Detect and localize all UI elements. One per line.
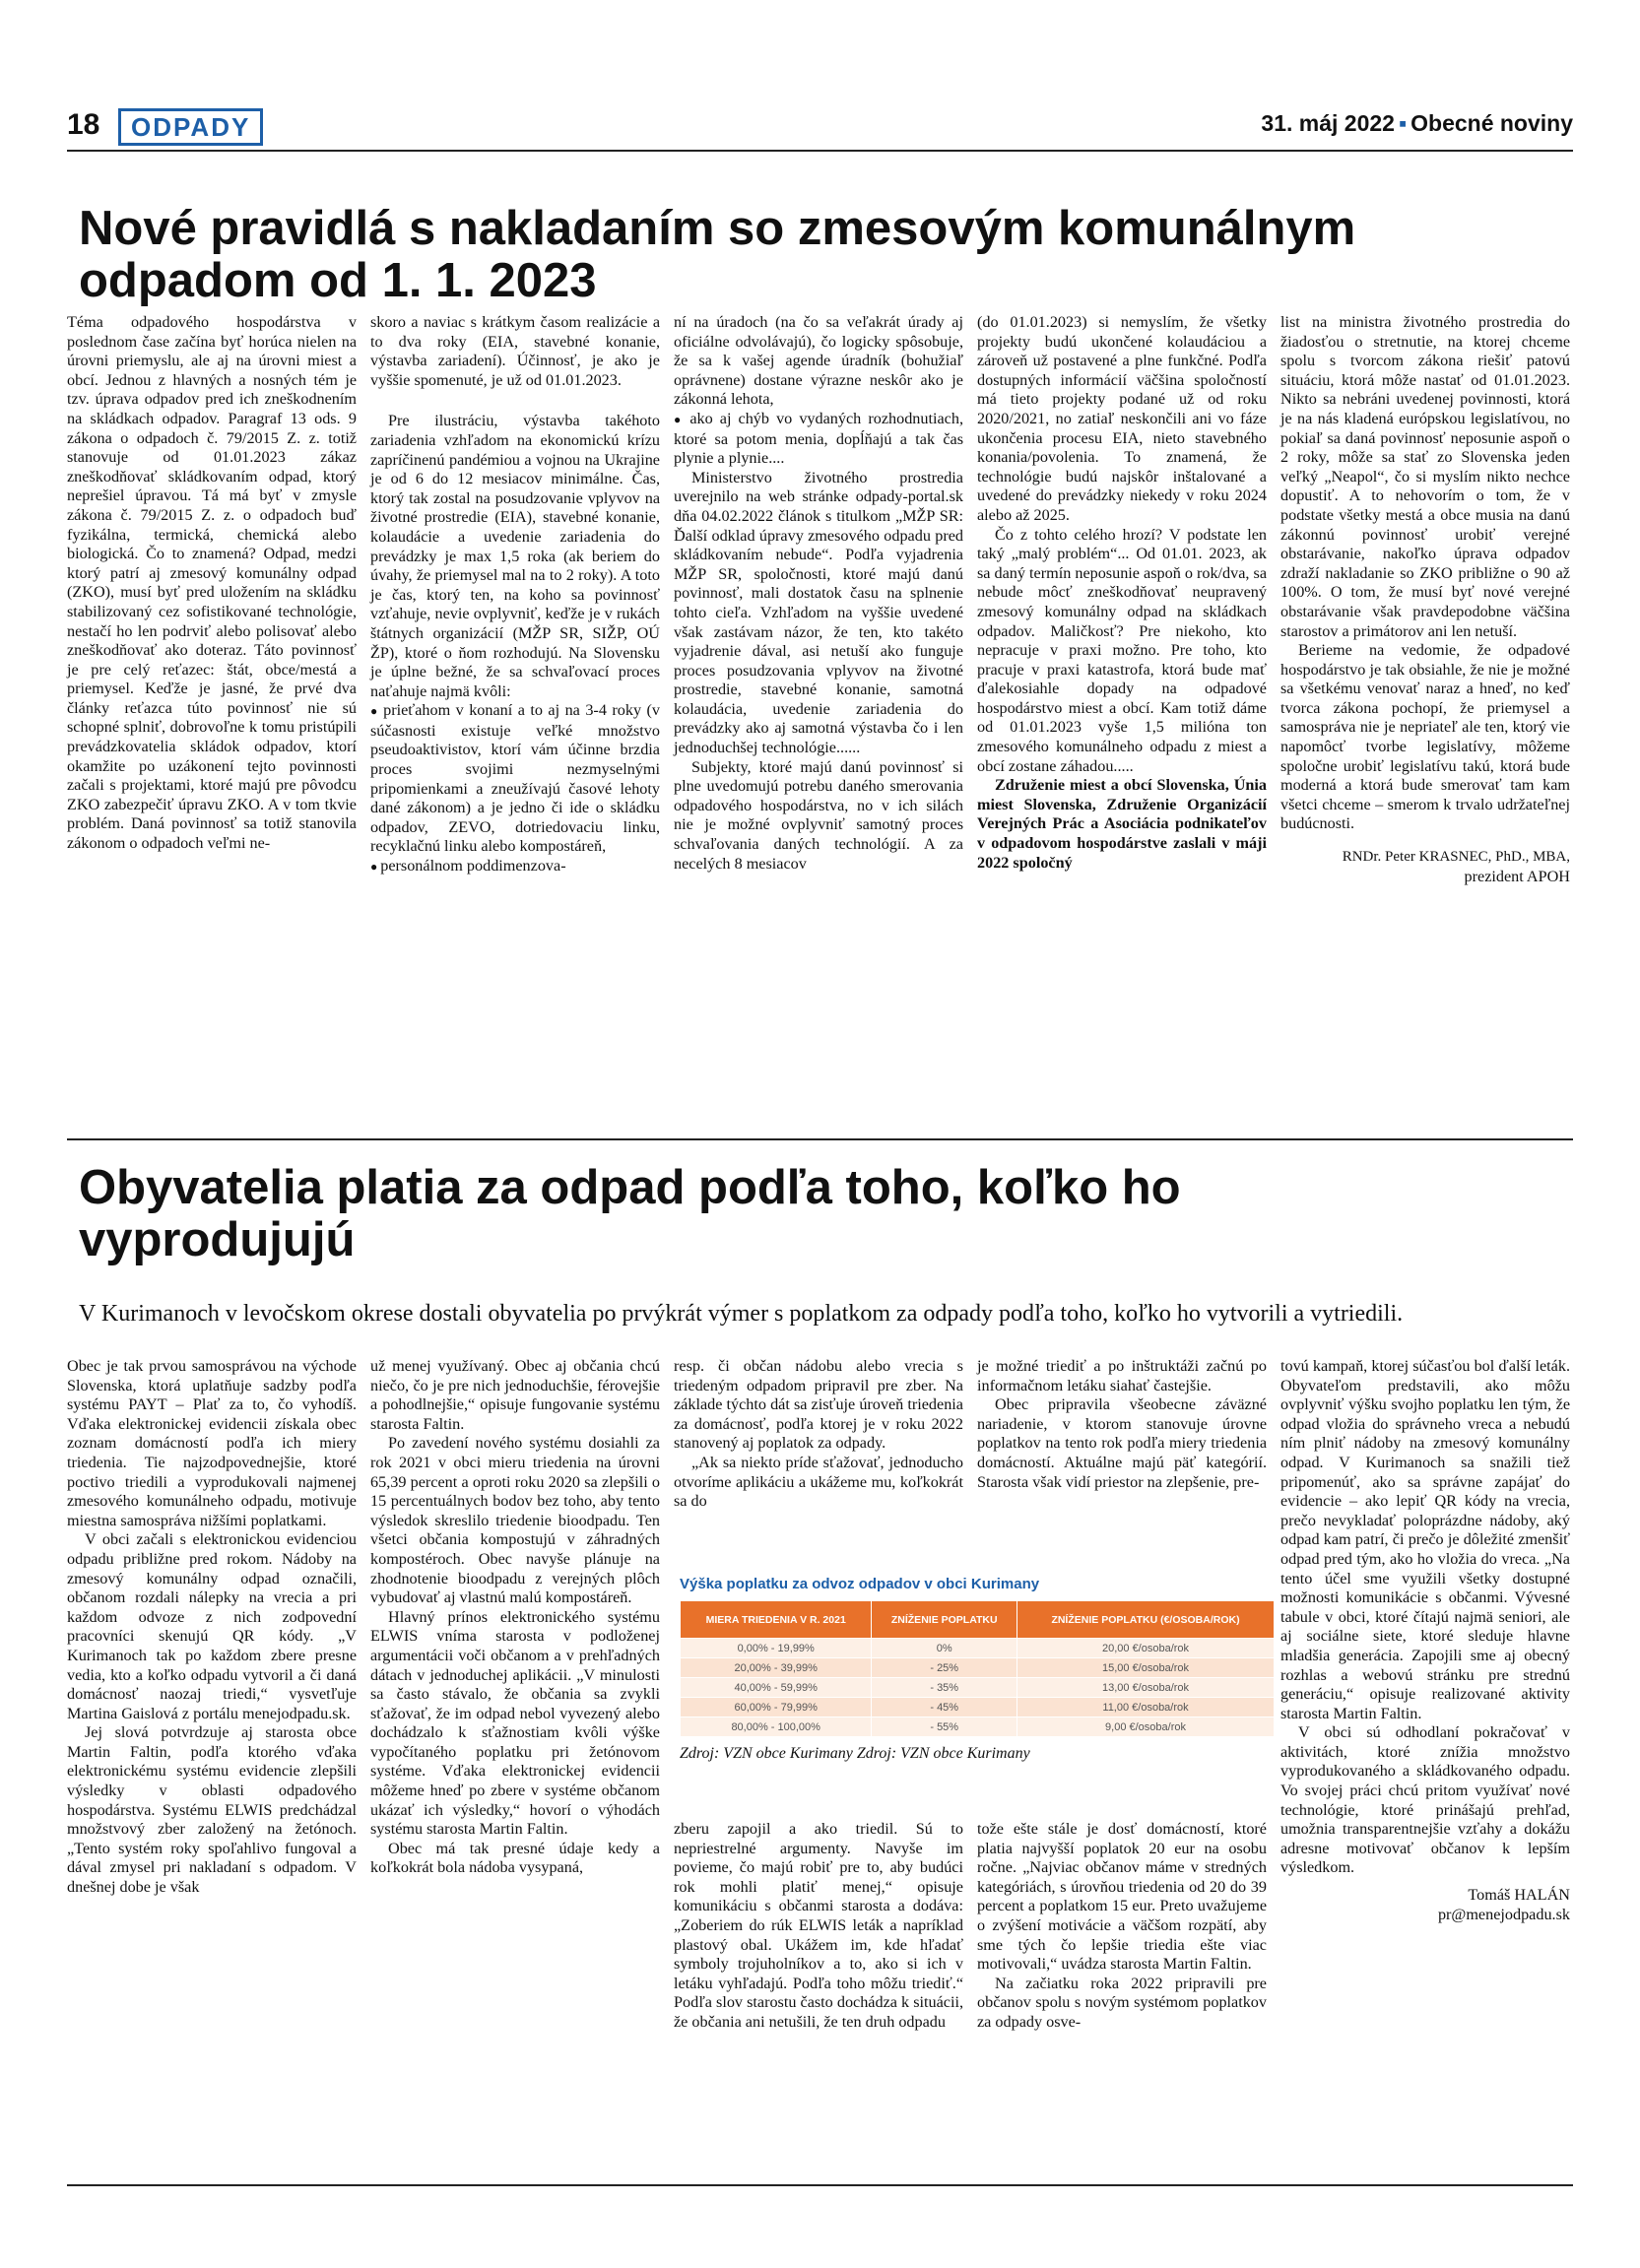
- table-row: [681, 1639, 1275, 1658]
- author-email: pr@menejodpadu.sk: [1437, 1905, 1570, 1923]
- table-cell: - 55%: [872, 1717, 1017, 1737]
- table-cell: 60,00% - 79,99%: [681, 1698, 872, 1717]
- article-1-col-2: [370, 313, 660, 1121]
- article-1-col-5: [1280, 313, 1570, 1121]
- article-2-title-line-1: Obyvatelia platia za odpad podľa toho, koľko ho: [79, 1161, 1181, 1214]
- article-1-title: [79, 203, 1561, 307]
- paragraph: list na ministra životného prostredia do žiadosťou o stretnutie, na ktorej chceme spolu s tvorcom zákona riešiť patovú situáciu, ktorá môže nastať od 01.01.2023. Nikto sa nebráni uvedenej povinnosti, ktorá je na nás kladená európskou legislatívou, no pokiaľ sa daná povinnosť neposunie aspoň o 2 roky, môže sa stať zo Slovenska jeden veľký „Neapol“, čo si myslím nikto nechce dopustiť. A to nehovorím o tom, že v podstate všetky mestá a obce musia na danú zákonnú povinnosť urobiť verejné obstarávanie, nakoľko úprava odpadov zdraží nakladanie so ZKO približne o 90 až 100%. O tom, že musí byť nové verejné obstarávanie však pravdepodobne väčšina starostov a primátorov ani len netuší.: [1280, 313, 1570, 640]
- paragraph: tovú kampaň, ktorej súčasťou bol ďalší leták. Obyvateľom predstavili, ako môžu ovplyvniť výšku svojho poplatku len tým, že odpad vložia do správneho vreca a nebudú ním plniť nádoby na zmesový komunálny odpad. V Kurimanoch sa snažili tiež pripomenúť, ako sa správne zapájať do evidencie – ako lepiť QR kódy na vrecia, prečo nevykladať poloprázdne nádoby, aký odpad kam patrí, či prečo je dôležité zmenšiť odpad pred tým, ako ho vložia do vreca. „Na tento účel sme využili všetky dostupné možnosti komunikácie s občanmi. Vývesné tabule v obci, ktoré čítajú najmä seniori, ale aj sociálne siete, ktoré sleduje hlavne mladšia generácia. Zapojili sme aj obecný rozhlas a webovú stránku pre strednú generáciu,“ opisuje realizované aktivity starosta Martin Faltin.: [1280, 1357, 1570, 1722]
- article-2-body-bottom: [67, 1820, 1573, 2174]
- paragraph: tože ešte stále je dosť domácností, ktoré platia najvyšší poplatok 20 eur na osobu ročne. „Najviac občanov máme v stredných kategóriách, s úrovňou triedenia od 20 do 39 percent a poplatkom 15 eur. Preto uvažujeme o zvýšení motivácie a väčšom rozpätí, aby sme tých čo lepšie triedia ešte viac motivovali,“ uvádza starosta Martin Faltin.: [977, 1820, 1267, 1974]
- article-1-body: [67, 313, 1573, 1121]
- paragraph: Združenie miest a obcí Slovenska, Únia miest Slovenska, Združenie Organizácií Verejných Prác a Asociácia podnikateľov v odpadovom hospodárstve zaslali v máji 2022 spoločný: [977, 776, 1267, 872]
- separator-dot: ▪: [1398, 110, 1408, 136]
- table-cell: 40,00% - 59,99%: [681, 1678, 872, 1698]
- paragraph: Subjekty, ktoré majú danú povinnosť si plne uvedomujú potrebu daného smerovania odpadového hospodárstva, no v ich silách nie je možné ovplyvniť samotný proces schvaľovania daných technológií. A za necelých 8 mesiacov: [674, 757, 963, 873]
- paragraph: Obec je tak prvou samosprávou na východe Slovenska, ktorá uplatňuje sadzby podľa systému PAYT – Plať za to, čo vyhodíš. Vďaka elektronickej evidencii získala obec zoznam domácností podľa ich miery triedenia. Tie najzodpovednejšie, ktoré poctivo triedili a vyprodukovali najmenej zmesového komunálneho odpadu, motivuje miestna samospráva nižšími poplatkami.: [67, 1357, 357, 1529]
- paragraph: Čo z tohto celého hrozí? V podstate len taký „malý problém“... Od 01.01. 2023, ak sa daný termín neposunie aspoň o rok/dva, sa nebude môcť zneškodňovať neupravený zmesový komunálny odpad na skládkach odpadov. Maličkosť? Pre niekoho, kto nepracuje v praxi možno. Pre toho, kto pracuje v praxi katastrofa, ktorá bude mať ďalekosiahle dopady na odpadové hospodárstvo miest a obcí. Kam totiž dáme od 01.01.2023 vyše 1,5 milióna ton zmesového komunálneho odpadu z miest a obcí zostane záhadou.....: [977, 525, 1268, 775]
- article-divider: [67, 1138, 1573, 1140]
- table-row: [681, 1698, 1275, 1717]
- footer-rule: [67, 2184, 1573, 2186]
- article-2-col-3-bottom: [674, 1820, 963, 2174]
- paragraph: Téma odpadového hospodárstva v poslednom čase začína byť horúca nielen na úrovni priemyslu, ale aj na úrovni miest a obcí. Jednou z hlavných a nosných tém je tzv. úprava odpadov pred ich zneškodnením na skládkach odpadov. Paragraf 13 ods. 9 zákona o odpadoch č. 79/2015 Z. z. totiž stanovuje od 01.01.2023 zákaz zneškodňovať skládkovaním odpad, ktorý neprešiel úpravou. Tá má byť v zmysle zákona č. 79/2015 Z. z. o odpadoch buď fyzikálna, termická, chemická alebo biologická. Čo to znamená? Odpad, medzi ktorý patrí aj zmesový komunálny odpad (ZKO), musí byť pred uložením na skládku stabilizovaný cez sofistikované technológie, nestačí ho len podrviť alebo polisovať alebo zneškodňovať ako doteraz. Táto povinnosť je pre celý reťazec: štát, obce/mestá a priemysel. Keďže je jasné, že prvé dva články reťazca túto povinnosť nie sú schopné splniť, dobrovoľne k tomu pristúpili prevádzkovatelia skládok odpadov, ktorí okamžite po uzákonení tejto povinnosti začali s projektami, ktoré majú pre pôvodcu ZKO zabezpečiť úpravu ZKO. A v tom tkvie problém. Daná povinnosť sa totiž stanovila zákonom o odpadoch veľmi ne-: [67, 313, 357, 853]
- article-2-title-line-2: vyprodujujú: [79, 1213, 356, 1266]
- table-header-cell: ZNÍŽENIE POPLATKU: [872, 1601, 1017, 1639]
- author-signature-role: prezident APOH: [1464, 867, 1570, 885]
- article-1-title-line-2: odpadom od 1. 1. 2023: [79, 254, 597, 307]
- paragraph: Hlavný prínos elektronického systému ELWIS vníma starosta v podloženej argumentácii voči občanom a v prehľadných dátach v jednoduchej aplikácii. „V minulosti sa často stávalo, že občania sa zvykli sťažovať, že im odpad nebol vyvezený alebo dochádzalo k sťažnostiam kvôli výške vypočítaného poplatku pri žetónovom systéme. Vďaka elektronickej evidencii môžeme hneď po zbere v systéme občanom ukázať ich výsledky,“ hovorí o výhodách systému starosta Martin Faltin.: [370, 1607, 660, 1839]
- article-2-col-4-bottom: [977, 1820, 1267, 2174]
- issue-date: 31. máj 2022: [1261, 110, 1395, 136]
- paragraph: Jej slová potvrdzuje aj starosta obce Martin Faltin, podľa ktorého vďaka elektronickému systému evidencie zlepšili výsledky v oblasti odpadového hospodárstva. Systému ELWIS predchádzal množstvový zber založený na žetónoch. „Tento systém roky spoľahlivo fungoval a dával zmysel pri nakladaní s odpadom. V dnešnej dobe je však: [67, 1723, 357, 1897]
- fee-table: [680, 1600, 1275, 1737]
- issue-date-line: [1261, 110, 1573, 137]
- section-label: ODPADY: [118, 108, 263, 146]
- paragraph: Po zavedení nového systému dosiahli za rok 2021 v obci mieru triedenia na úrovni 65,39 percent a oproti roku 2020 sa zlepšili o 15 percentuálnych bodov bez toho, aby tento výsledok skreslilo triedenie bioodpadu. Ten všetci občania kompostujú v záhradných kompostéroch. Obec navyše plánuje na zhodnotenie bioodpadu z verejných plôch vybudovať aj vlastnú malú kompostáreň.: [370, 1434, 660, 1607]
- bullet-item: ● personálnom poddimenzova-: [370, 857, 660, 877]
- bullet-item: ● ako aj chýb vo vydaných rozhodnutiach, ktoré sa potom menia, dopĺňajú a tak čas plynie a plynie....: [674, 410, 963, 469]
- paragraph: Berieme na vedomie, že odpadové hospodárstvo je tak obsiahle, že nie je možné sa všetkému venovať naraz a hneď, no keď tvorca zákona pochopí, že priemysel a samospráva nie je nepriateľ ale ten, ktorý vie napomôcť tvorbe legislatívy, môžeme spoločne urobiť legislatívu takú, ktorá bude moderná a ktorá bude smerovať tam kam všetci chceme – smerom k trvalo udržateľnej budúcnosti.: [1280, 641, 1570, 833]
- table-cell: - 35%: [872, 1678, 1017, 1698]
- paragraph: V obci začali s elektronickou evidenciou odpadu približne pred rokom. Nádoby na zmesový komunálny odpad označili, občanom rozdali nálepky na vrecia a pri každom odvoze z nich zodpovední pracovníci skenujú QR kódy. „V Kurimanoch tak po každom zbere presne vedia, kto a koľko odpadu vytvoril a či daná domácnosť naozaj triedi,“ vysvetľuje Martina Gaislová z portálu menejodpadu.sk.: [67, 1530, 357, 1722]
- table-cell: 0%: [872, 1639, 1017, 1658]
- article-2-title: [79, 1162, 1561, 1266]
- paragraph: už menej využívaný. Obec aj občania chcú niečo, čo je pre nich jednoduchšie, férovejšie a pohodlnejšie,“ opisuje fungovanie systému starosta Faltin.: [370, 1357, 660, 1433]
- table-cell: - 25%: [872, 1658, 1017, 1678]
- paragraph: zberu zapojil a ako triedil. Sú to nepriestrelné argumenty. Navyše im povieme, čo majú robiť pre to, aby budúci rok mohli platiť menej,“ opisuje komunikáciu s občanmi starosta a dodáva: „Zoberiem do rúk ELWIS leták a napríklad plastový obal. Ukážem im, kde hľadať symboly trojuholníkov a to, ako si ich v letáku vyhľadajú. Podľa toho môžu triediť.“ Podľa slov starostu často dochádza k situácii, že občania ani netušili, že ten druh odpadu: [674, 1820, 963, 2031]
- table-cell: 20,00 €/osoba/rok: [1017, 1639, 1275, 1658]
- table-header-cell: MIERA TRIEDENIA V R. 2021: [681, 1601, 872, 1639]
- author-signature-name: RNDr. Peter KRASNEC, PhD., MBA,: [1342, 849, 1570, 866]
- table-cell: 9,00 €/osoba/rok: [1017, 1717, 1275, 1737]
- paragraph: (do 01.01.2023) si nemyslím, že všetky projekty budú ukončené kolaudáciou a zároveň už postavené a plne funkčné. Podľa dostupných informácií väčšina spoločností má tieto projekty podané už od roku 2020/2021, no zatiaľ neskončili ani vo fáze ukončenia procesu EIA, nieto stavebného konania/povolenia. To znamená, že technológie budú najskôr inštalované a uvedené do prevádzky niekedy v roku 2024 alebo až 2025.: [977, 313, 1267, 524]
- article-2-lead: V Kurimanoch v levočskom okrese dostali obyvatelia po prvýkrát výmer s poplatkom za odpady podľa toho, koľko ho vytvorili a vytriedili.: [79, 1301, 1404, 1327]
- article-1-col-1: [67, 313, 357, 1121]
- fee-table-source: Zdroj: VZN obce Kurimany Zdroj: VZN obce Kurimany: [680, 1745, 1030, 1762]
- paragraph: ní na úradoch (na čo sa veľakrát úrady aj oficiálne odvolávajú), čo logicky spôsobuje, že sa k vašej agende úradník (bohužiaľ oprávnene) dostane výrazne neskôr ako je zákonná lehota,: [674, 313, 963, 409]
- table-header-cell: ZNÍŽENIE POPLATKU (€/OSOBA/ROK): [1017, 1601, 1275, 1639]
- article-1-title-line-1: Nové pravidlá s nakladaním so zmesovým komunálnym: [79, 202, 1356, 255]
- table-cell: 13,00 €/osoba/rok: [1017, 1678, 1275, 1698]
- article-1-col-3: [674, 313, 963, 1121]
- paragraph: Obec pripravila všeobecne záväzné nariadenie, v ktorom stanovuje úrovne poplatkov na tento rok podľa miery triedenia domácností. Aktuálne majú päť kategórií. Starosta však vidí priestor na zlepšenie, pre-: [977, 1395, 1267, 1491]
- paragraph: Na začiatku roka 2022 pripravili pre občanov spolu s novým systémom poplatkov za odpady osve-: [977, 1974, 1267, 2031]
- paragraph: V obci sú odhodlaní pokračovať v aktivitách, ktoré znížia množstvo vyprodukovaného a skládkovaného odpadu. Vo svojej práci chcú pritom využívať nové technológie, ktoré prinášajú prehľad, umožnia transparentnejšie vzťahy a dokážu adresne motivovať občanov k lepším výsledkom.: [1280, 1723, 1570, 1877]
- table-cell: - 45%: [872, 1698, 1017, 1717]
- table-cell: 0,00% - 19,99%: [681, 1639, 872, 1658]
- table-cell: 15,00 €/osoba/rok: [1017, 1658, 1275, 1678]
- paragraph: je možné triediť a po inštruktáži začnú po informačnom letáku siahať častejšie.: [977, 1357, 1267, 1394]
- table-cell: 11,00 €/osoba/rok: [1017, 1698, 1275, 1717]
- paragraph: Ministerstvo životného prostredia uverejnilo na web stránke odpady-portal.sk dňa 04.02.2022 článok s titulkom „MŽP SR: Ďalší odklad úpravy zmesového odpadu pred skládkovaním nebude“. Podľa vyjadrenia MŽP SR, spoločnosti, ktoré majú danú povinnosť, mali dostatok času na splnenie tohto cieľa. Vzhľadom na vyššie uvedené však zastávam názor, že ten, kto takéto vyjadrenie dával, asi netuší ako funguje proces posudzovania vplyvov na životné prostredie, stavebné konanie, samotná kolaudácia, uvedenie zariadenia do prevádzky ako aj samotná výstavba čo i len jednoduchšej technológie......: [674, 468, 963, 757]
- publication-name: Obecné noviny: [1410, 110, 1573, 136]
- table-row: [681, 1678, 1275, 1698]
- author-signature-name: Tomáš HALÁN: [1468, 1886, 1570, 1905]
- page-number: 18: [67, 108, 100, 141]
- article-1-col-4: [977, 313, 1267, 1121]
- paragraph: skoro a naviac s krátkym časom realizácie a to dva roky (EIA, stavebné konanie, výstavba zariadení). Účinnosť, je ako je vyššie spomenuté, je už od 01.01.2023.: [370, 313, 660, 389]
- table-row: [681, 1717, 1275, 1737]
- table-header-row: [681, 1601, 1275, 1639]
- header-rule: [67, 150, 1573, 152]
- paragraph: „Ak sa niekto príde sťažovať, jednoducho otvoríme aplikáciu a ukážeme mu, koľkokrát sa do: [674, 1453, 963, 1511]
- paragraph: resp. či občan nádobu alebo vrecia s triedeným odpadom pripravil pre zber. Na základe týchto dát sa zisťuje úroveň triedenia za domácnosť, podľa ktorej je v roku 2022 stanovený aj poplatok za odpady.: [674, 1357, 963, 1453]
- paragraph: Pre ilustráciu, výstavba takéhoto zariadenia vzhľadom na ekonomickú krízu zapríčinenú pandémiou a vojnou na Ukrajine je od 6 do 12 mesiacov minimálne. Čas, ktorý tak zostal na posudzovanie vplyvov na životné prostredie (EIA), stavebné konanie, kolaudácie a uvedenie zariadenia do prevádzky je max 1,5 roka (ak beriem do úvahy, že priemysel mal na to 2 roky). A toto je čas, ktorý ten, na koho sa povinnosť vzťahuje, nevie ovplyvniť, keďže je v rukách štátnych organizácií (MŽP SR, SIŽP, OÚ ŽP), ktoré o ňom rozhodujú. Na Slovensku je úplne bežné, že sa schvaľovací proces naťahuje najmä kvôli:: [370, 412, 660, 700]
- table-cell: 80,00% - 100,00%: [681, 1717, 872, 1737]
- fee-table-box: [680, 1576, 1275, 1763]
- bullet-item: ● prieťahom v konaní a to aj na 3-4 roky (v súčasnosti existuje veľké množstvo pseudoaktivistov, ktorí vám účinne brzdia proces svojimi nezmyselnými pripomienkami a zneužívajú časové lehoty dané zákonom) a je jedno či ide o skládku odpadov, ZEVO, dotriedovaciu linku, recyklačnú linku alebo kompostáreň,: [370, 701, 660, 857]
- table-row: [681, 1658, 1275, 1678]
- paragraph: Obec má tak presné údaje kedy a koľkokrát bola nádoba vysypaná,: [370, 1839, 660, 1877]
- table-cell: 20,00% - 39,99%: [681, 1658, 872, 1678]
- page-header: [67, 106, 1573, 146]
- fee-table-title: Výška poplatku za odvoz odpadov v obci Kurimany: [680, 1576, 1040, 1592]
